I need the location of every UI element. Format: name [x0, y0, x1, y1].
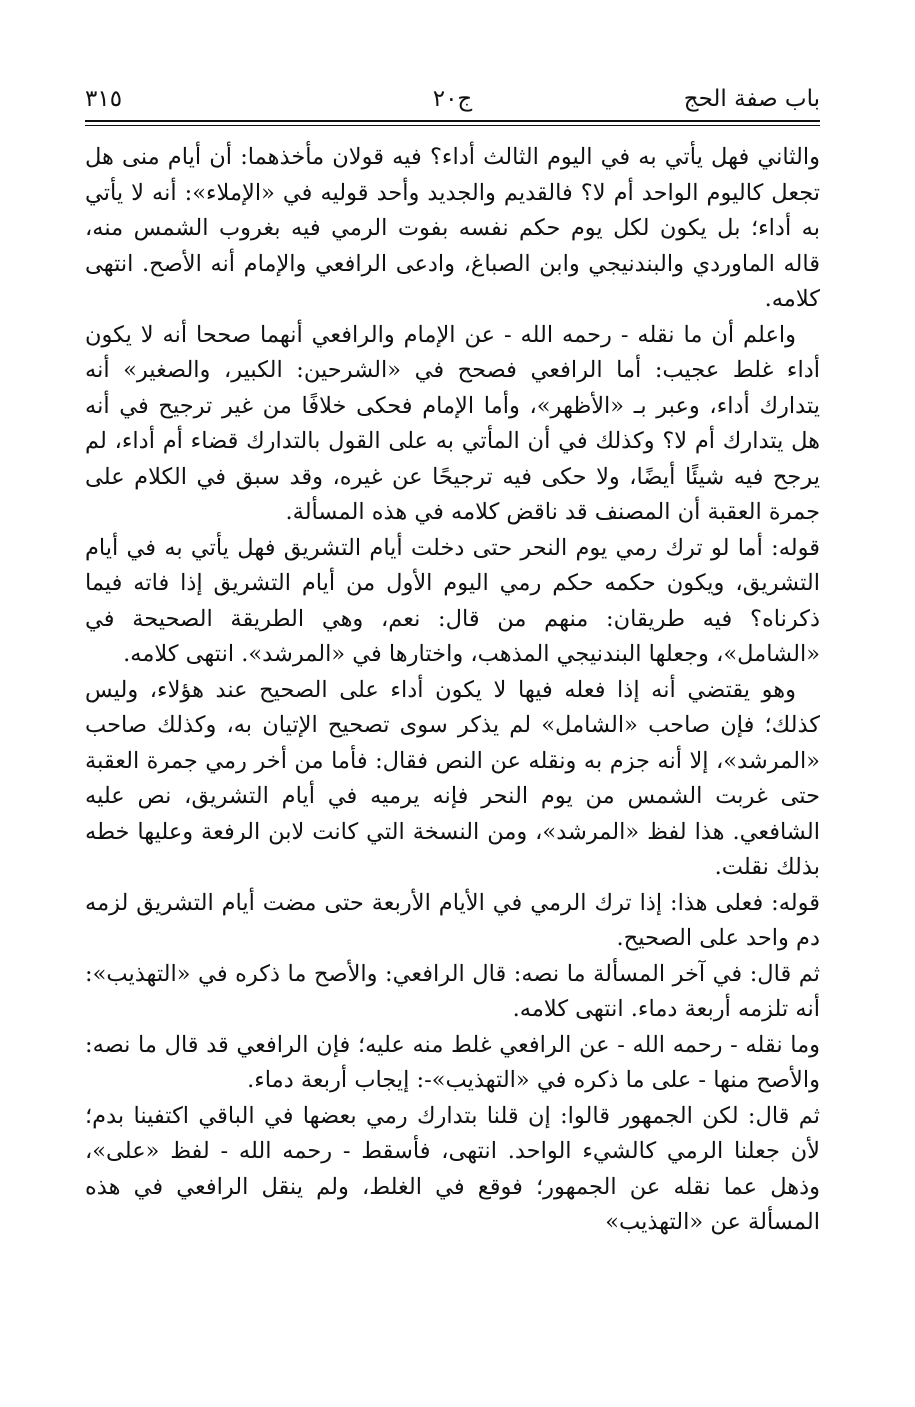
paragraph: وهو يقتضي أنه إذا فعله فيها لا يكون أداء على الصحيح عند هؤلاء، وليس كذلك؛ فإن صاحب «الشامل» لم يذكر سوى تصحيح الإتيان به، وكذلك صاحب «المرشد»، إلا أنه جزم به ونقله عن النص فقال: فأما من أخر رمي جمرة العقبة حتى غربت الشمس من يوم النحر فإنه يرميه في أيام التشريق، نص عليه الشافعي. هذا لفظ «المرشد»، ومن النسخة التي كانت لابن الرفعة وعليها خطه بذلك نقلت.	[85, 676, 820, 880]
paragraph: وما نقله - رحمه الله - عن الرافعي غلط منه عليه؛ فإن الرافعي قد قال ما نصه: والأصح منها - على ما ذكره في «التهذيب»-: إيجاب أربعة دماء.	[85, 1031, 820, 1093]
paragraph: قوله: أما لو ترك رمي يوم النحر حتى دخلت أيام التشريق فهل يأتي به في أيام التشريق، ويكون حكمه حكم رمي اليوم الأول من أيام التشريق إذا فاته فيما ذكرناه؟ فيه طريقان: منهم من قال: نعم، وهي الطريقة الصحيحة في «الشامل»، وجعلها البندنيجي المذهب، واختارها في «المرشد». انتهى كلامه.	[85, 534, 820, 667]
book-page	[85, 80, 820, 1340]
volume-number: ج٢٠	[432, 86, 473, 112]
body-text	[85, 140, 820, 1241]
header-rule-thick	[85, 120, 820, 122]
paragraph: قوله: فعلى هذا: إذا ترك الرمي في الأيام الأربعة حتى مضت أيام التشريق لزمه دم واحد على الصحيح.	[85, 889, 820, 951]
page-number: ٣١٥	[85, 86, 123, 112]
header-rule-thin	[85, 125, 820, 126]
paragraph: ثم قال: في آخر المسألة ما نصه: قال الرافعي: والأصح ما ذكره في «التهذيب»: أنه تلزمه أربعة دماء. انتهى كلامه.	[85, 960, 820, 1022]
paragraph: واعلم أن ما نقله - رحمه الله - عن الإمام والرافعي أنهما صححا أنه لا يكون أداء غلط عجيب: أما الرافعي فصحح في «الشرحين: الكبير، والصغير» أنه يتدارك أداء، وعبر بـ «الأظهر»، وأما الإمام فحكى خلافًا من غير ترجيح في أنه هل يتدارك أم لا؟ وكذلك في أن المأتي به على القول بالتدارك قضاء أم أداء، لم يرجح فيه شيئًا أيضًا، ولا حكى فيه ترجيحًا عن غيره، وقد سبق في الكلام على جمرة العقبة أن المصنف قد ناقض كلامه في هذه المسألة.	[85, 321, 820, 525]
chapter-title: باب صفة الحج	[683, 86, 820, 112]
paragraph: والثاني فهل يأتي به في اليوم الثالث أداء؟ فيه قولان مأخذهما: أن أيام منى هل تجعل كاليوم الواحد أم لا؟ فالقديم والجديد وأحد قوليه في «الإملاء»: أنه لا يأتي به أداء؛ بل يكون لكل يوم حكم نفسه بفوت الرمي فيه بغروب الشمس منه، قاله الماوردي والبندنيجي وابن الصباغ، وادعى الرافعي والإمام أنه الأصح. انتهى كلامه.	[85, 144, 820, 312]
paragraph: ثم قال: لكن الجمهور قالوا: إن قلنا بتدارك رمي بعضها في الباقي اكتفينا بدم؛ لأن جعلنا الرمي كالشيء الواحد. انتهى، فأسقط - رحمه الله - لفظ «على»، وذهل عما نقله عن الجمهور؛ فوقع في الغلط، ولم ينقل الرافعي في هذه المسألة عن «التهذيب»	[85, 1102, 820, 1235]
running-header	[85, 80, 820, 120]
